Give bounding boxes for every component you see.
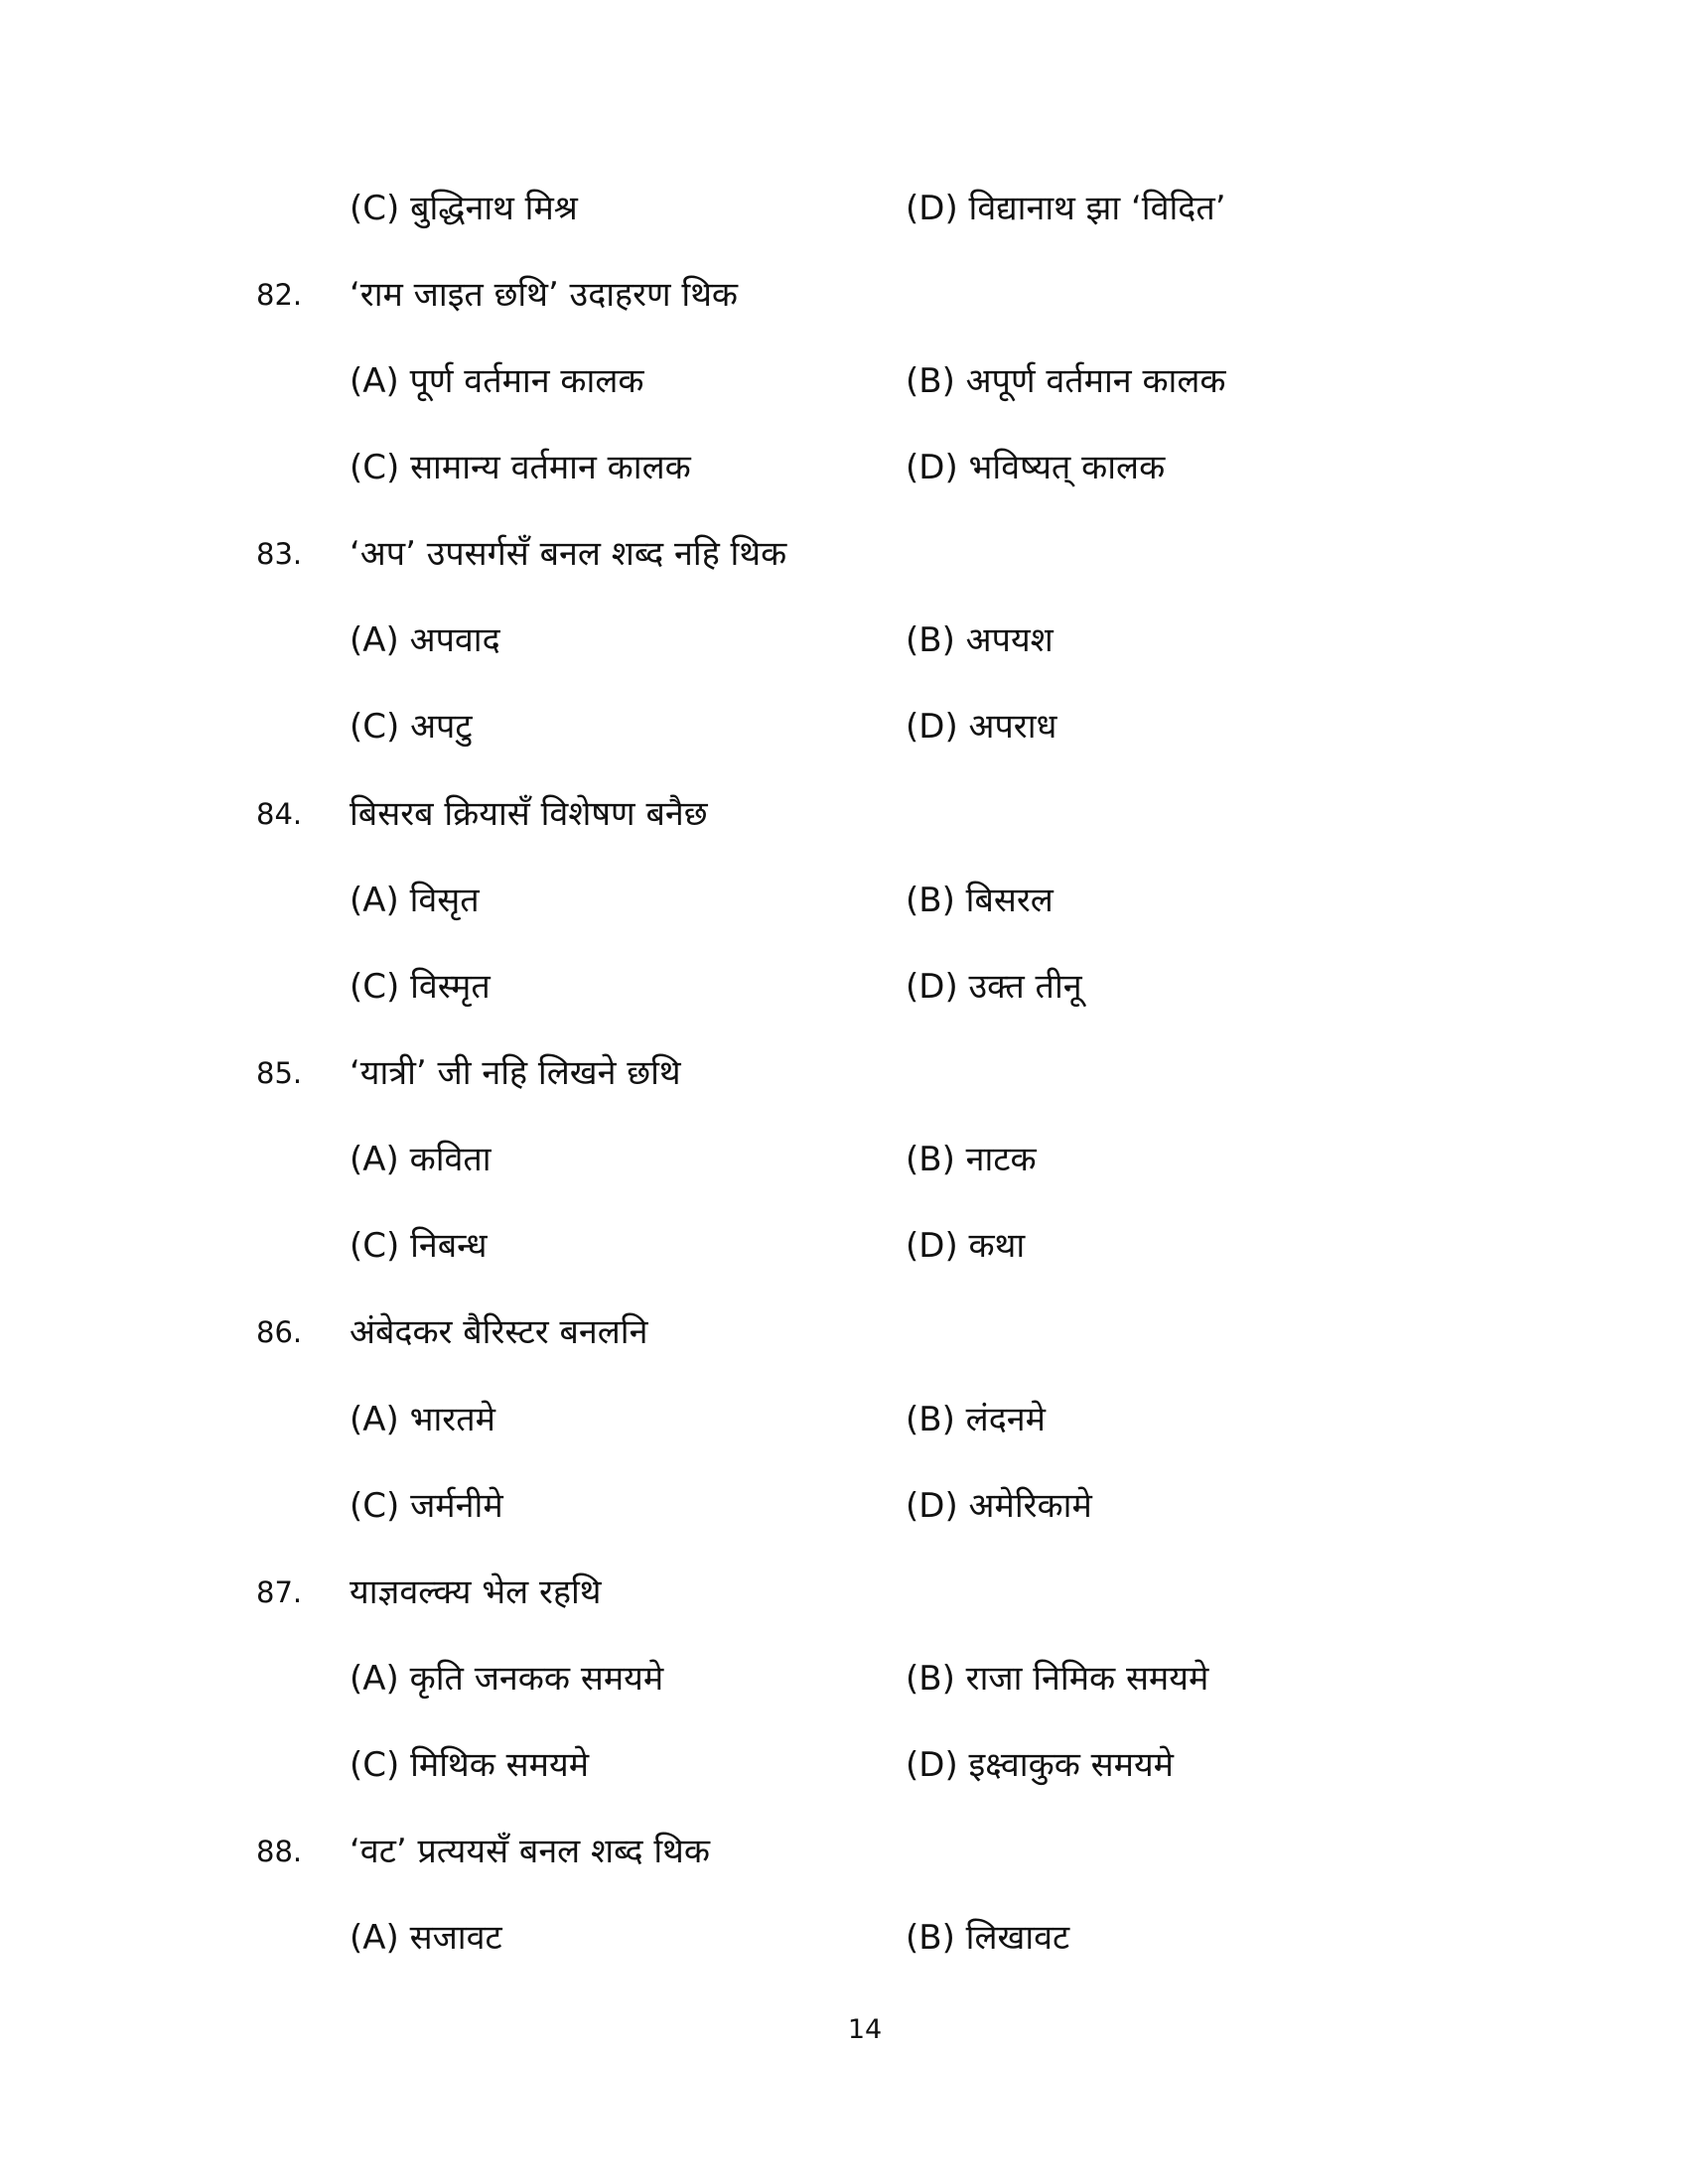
option-b: (B) नाटक xyxy=(906,1140,1037,1179)
option-d: (D) अपराध xyxy=(906,707,1057,747)
option-c: (C) मिथिक समयमे xyxy=(350,1745,590,1785)
option-c: (C) सामान्य वर्तमान कालक xyxy=(350,448,691,487)
question-83 xyxy=(0,524,1688,584)
question-number: 88. xyxy=(256,1835,303,1868)
option-c: (C) जर्मनीमे xyxy=(350,1486,503,1526)
option-b: (B) राजा निमिक समयमे xyxy=(906,1659,1209,1699)
question-number: 84. xyxy=(256,797,303,831)
question-text: याज्ञवल्क्य भेल रहथि xyxy=(350,1572,602,1612)
options-row xyxy=(0,611,1688,670)
option-d: (D) भविष्यत् कालक xyxy=(906,448,1166,487)
option-c: (C) निबन्ध xyxy=(350,1226,488,1266)
question-88 xyxy=(0,1822,1688,1881)
option-d: (D) उक्त तीनू xyxy=(906,967,1082,1007)
question-85 xyxy=(0,1043,1688,1103)
option-b: (B) लिखावट xyxy=(906,1918,1070,1958)
question-text: ‘अप’ उपसर्गसँ बनल शब्द नहि थिक xyxy=(350,534,787,574)
option-d: (D) इक्ष्वाकुक समयमे xyxy=(906,1745,1174,1785)
option-d: (D) कथा xyxy=(906,1226,1026,1266)
question-number: 85. xyxy=(256,1056,303,1090)
option-a: (A) सजावट xyxy=(350,1918,502,1958)
option-b: (B) बिसरल xyxy=(906,881,1054,920)
options-row xyxy=(0,1649,1688,1708)
option-c: (C) विस्मृत xyxy=(350,967,491,1007)
option-b: (B) अपयश xyxy=(906,620,1054,660)
option-a: (A) कृति जनकक समयमे xyxy=(350,1659,664,1699)
question-84 xyxy=(0,784,1688,844)
options-row xyxy=(0,1216,1688,1276)
option-c: (C) अपटु xyxy=(350,707,473,747)
question-86 xyxy=(0,1302,1688,1362)
option-b: (B) लंदनमे xyxy=(906,1400,1046,1439)
question-text: बिसरब क्रियासँ विशेषण बनैछ xyxy=(350,794,708,834)
options-row xyxy=(0,438,1688,497)
question-number: 87. xyxy=(256,1575,303,1609)
option-a: (A) कविता xyxy=(350,1140,492,1179)
options-row xyxy=(0,351,1688,411)
option-a: (A) भारतमे xyxy=(350,1400,495,1439)
options-row xyxy=(0,697,1688,756)
question-number: 86. xyxy=(256,1315,303,1349)
options-row xyxy=(0,1130,1688,1189)
question-text: ‘यात्री’ जी नहि लिखने छथि xyxy=(350,1053,681,1093)
page-number: 14 xyxy=(847,2014,883,2045)
option-a: (A) अपवाद xyxy=(350,620,500,660)
question-number: 83. xyxy=(256,537,303,571)
options-row xyxy=(0,957,1688,1017)
options-row xyxy=(0,1908,1688,1968)
question-text: ‘राम जाइत छथि’ उदाहरण थिक xyxy=(350,275,739,315)
option-d: (D) विद्यानाथ झा ‘विदित’ xyxy=(906,189,1226,228)
options-row xyxy=(0,1390,1688,1449)
options-row xyxy=(0,1476,1688,1536)
question-text: अंबेदकर बैरिस्टर बनलनि xyxy=(350,1312,648,1352)
options-row xyxy=(0,1735,1688,1795)
option-c: (C) बुद्धिनाथ मिश्र xyxy=(350,189,578,228)
question-text: ‘वट’ प्रत्ययसँ बनल शब्द थिक xyxy=(350,1832,710,1871)
option-b: (B) अपूर्ण वर्तमान कालक xyxy=(906,361,1226,401)
question-82 xyxy=(0,265,1688,325)
option-d: (D) अमेरिकामे xyxy=(906,1486,1092,1526)
question-number: 82. xyxy=(256,278,303,312)
option-a: (A) विसृत xyxy=(350,881,480,920)
options-row xyxy=(0,871,1688,930)
option-a: (A) पूर्ण वर्तमान कालक xyxy=(350,361,644,401)
options-row xyxy=(0,179,1688,238)
question-87 xyxy=(0,1563,1688,1622)
